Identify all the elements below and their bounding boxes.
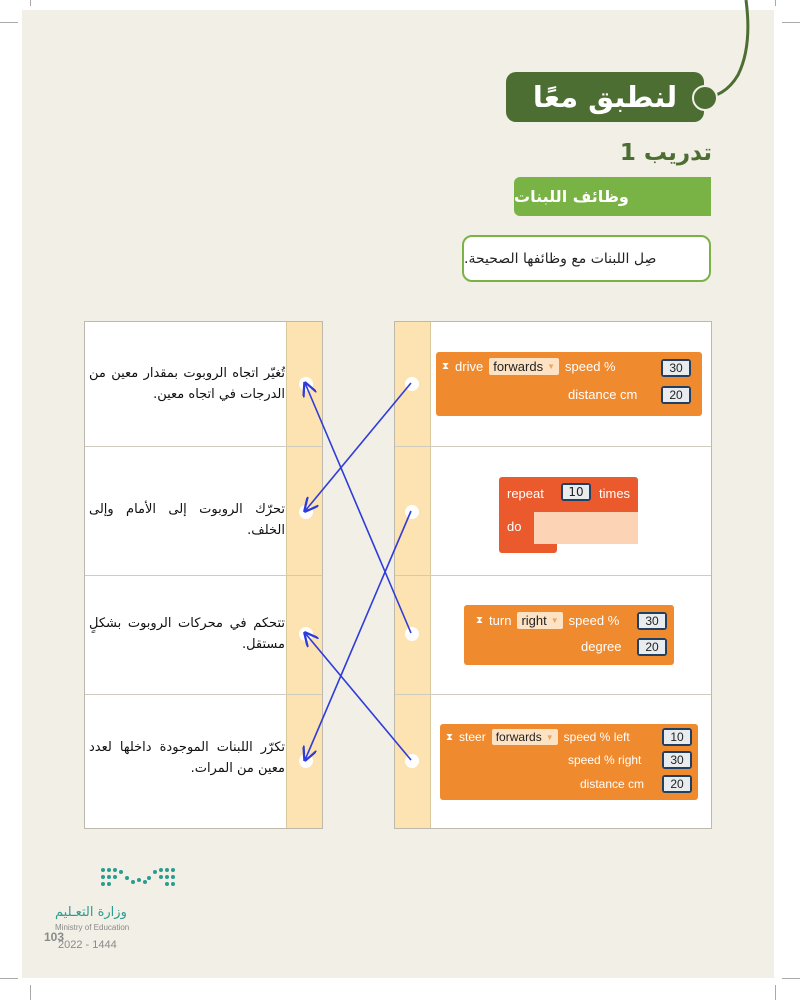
- times-value: 10: [563, 485, 589, 499]
- connection-arrow: [305, 511, 411, 760]
- banner-title: لنطبق معًا: [506, 72, 704, 122]
- degree-label: degree: [581, 639, 622, 654]
- left-speed-label: speed % left: [563, 730, 630, 744]
- dropdown-caret-icon: ▼: [547, 362, 555, 371]
- repeat-command: repeat: [507, 486, 544, 501]
- academic-year: 2022 - 1444: [58, 939, 117, 951]
- motor-icon: ⧗: [446, 731, 454, 743]
- right-speed-label: speed % right: [568, 753, 642, 767]
- ministry-logo: [55, 860, 195, 900]
- dropdown-caret-icon: ▼: [545, 732, 554, 742]
- description-text: تُغيّر اتجاه الروبوت بمقدار معين من الدرجات في اتجاه معين.: [89, 366, 285, 402]
- description-text: تكرّر اللبنات الموجودة داخلها لعدد معين من المرات.: [89, 740, 285, 776]
- connection-arrow: [305, 383, 411, 633]
- direction-value: right: [521, 613, 547, 628]
- speed-label: speed %: [568, 613, 620, 628]
- section-label: وظائف اللبنات: [514, 177, 711, 216]
- motor-icon: ⧗: [476, 615, 484, 626]
- turn-command: turn: [489, 613, 512, 628]
- distance-value: 20: [664, 777, 690, 791]
- exercise-title: تدريب 1: [619, 140, 712, 166]
- description-text: تحرّك الروبوت إلى الأمام وإلى الخلف.: [89, 502, 285, 538]
- dropdown-caret-icon: ▼: [550, 616, 559, 625]
- connection-arrow: [305, 383, 411, 511]
- ministry-name-arabic: وزارة التعـليم: [55, 905, 127, 920]
- description-text: تتحكم في محركات الروبوت بشكلٍ مستقل.: [89, 616, 285, 652]
- steer-command: steer: [459, 730, 486, 744]
- do-label: do: [507, 519, 522, 534]
- speed-value: 30: [663, 361, 689, 375]
- motor-icon: ⧗: [442, 361, 450, 372]
- connection-arrow: [305, 633, 411, 760]
- distance-label: distance cm: [580, 777, 645, 791]
- distance-label: distance cm: [568, 387, 638, 402]
- left-speed-value: 10: [664, 730, 690, 744]
- instruction-text: صِل اللبنات مع وظائفها الصحيحة.: [464, 250, 657, 267]
- speed-value: 30: [639, 614, 665, 628]
- direction-value: forwards: [493, 359, 544, 374]
- page-number: 103: [44, 930, 65, 944]
- distance-value: 20: [663, 388, 689, 402]
- degree-value: 20: [639, 640, 665, 654]
- ministry-name-english: Ministry of Education: [55, 923, 130, 932]
- direction-value: forwards: [495, 730, 542, 744]
- times-label: times: [599, 486, 631, 501]
- speed-label: speed %: [565, 359, 616, 374]
- drive-command: drive: [455, 359, 484, 374]
- right-speed-value: 30: [664, 753, 690, 767]
